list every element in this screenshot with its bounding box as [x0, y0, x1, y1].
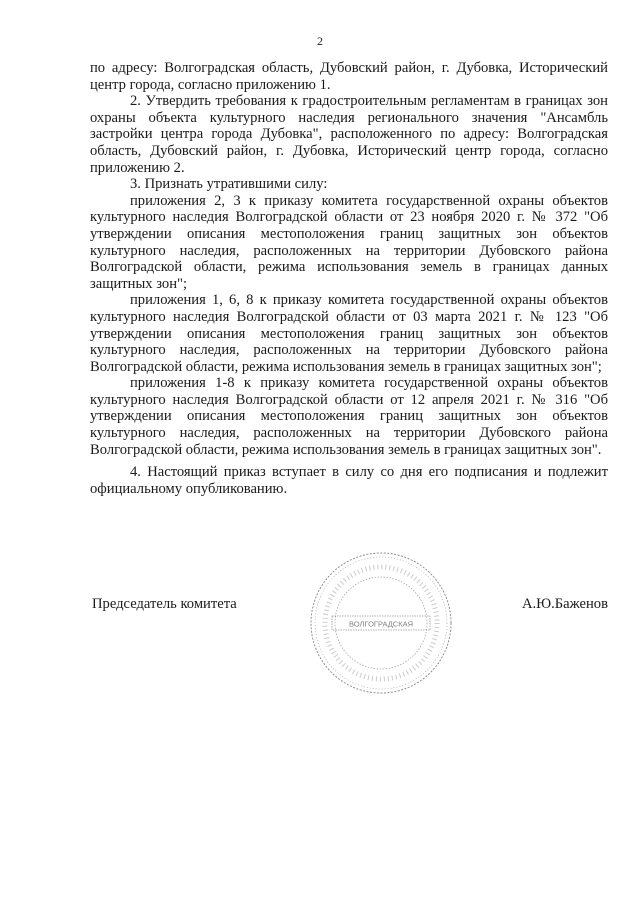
paragraph-item-3: 3. Признать утратившими силу:	[130, 176, 328, 193]
paragraph-annulled-order-372: приложения 2, 3 к приказу комитета государственной охраны объектов культурного наследия Волгоградской области от 23 ноября 2020 г. № 372 "Об утверждении описания местоположения границ защитных зон объектов культурного наследия, расположенных на территории Дубовского района Волгоградской области, режима использования земель в границах данных защитных зон";	[90, 192, 608, 292]
document-body	[90, 60, 608, 497]
paragraph-annulled-order-316: приложения 1-8 к приказу комитета государственной охраны объектов культурного наследия Волгоградской области от 12 апреля 2021 г. № 316 "Об утверждении описания местоположения границ защитных зон объектов культурного наследия, расположенных на территории Дубовского района Волгоградской области, режима использования земель в границах защитных зон".	[90, 375, 608, 458]
paragraph-item-2: 2. Утвердить требования к градостроительным регламентам в границах зон охраны объекта культурного наследия регионального значения "Ансамбль застройки центра города Дубовка", расположенного по адресу: Волгоградская область, Дубовский район, г. Дубовка, Исторический центр города, согласно приложению 2.	[90, 93, 608, 176]
stamp-center-text: ВОЛГОГРАДСКАЯ	[349, 619, 413, 629]
paragraph-annulled-order-123: приложения 1, 6, 8 к приказу комитета государственной охраны объектов культурного наследия Волгоградской области от 03 марта 2021 г. № 123 "Об утверждении описания местоположения границ защитных зон объектов культурного наследия, расположенных на территории Дубовского района Волгоградской области, режима использования земель в границах защитных зон";	[90, 292, 608, 375]
signature-name: А.Ю.Баженов	[521, 596, 608, 612]
paragraph-item-4: 4. Настоящий приказ вступает в силу со дня его подписания и подлежит официальному опубликованию.	[90, 464, 608, 497]
stamp-seal-graphic	[306, 548, 456, 698]
page-number: 2	[317, 34, 323, 48]
official-stamp-seal	[306, 548, 456, 698]
signature-position: Председатель комитета	[92, 596, 237, 612]
paragraph-continuation: по адресу: Волгоградская область, Дубовский район, г. Дубовка, Исторический центр города, согласно приложению 1.	[90, 60, 608, 93]
